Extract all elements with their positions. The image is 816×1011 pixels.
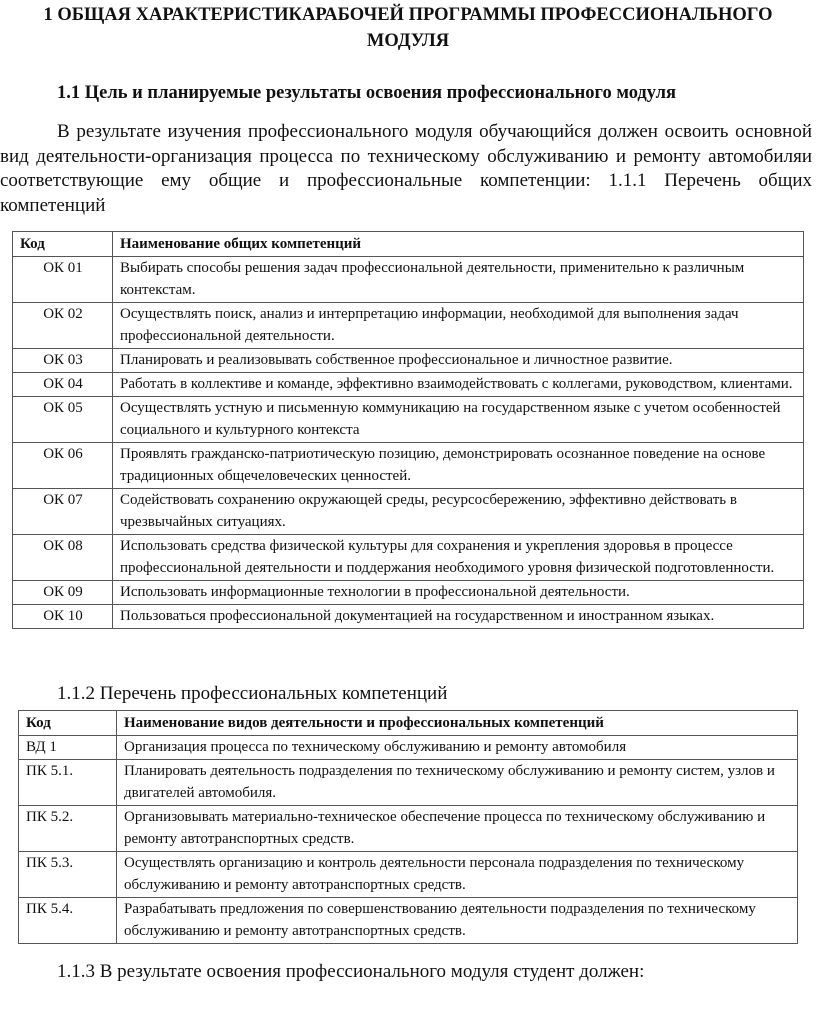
row-code: ОК 02 <box>13 303 113 349</box>
intro-paragraph: В результате изучения профессионального модуля обучающийся должен освоить основной вид деятельности-организация процесса по техническому обслуживанию и ремонту автомобиляи соответствующие ему общие и профессиональные компетенции: 1.1.1 Перечень общих компетенций <box>0 121 812 216</box>
table-row <box>13 605 804 629</box>
row-code: ОК 08 <box>13 535 113 581</box>
row-description: Осуществлять организацию и контроль деятельности персонала подразделения по техническому обслуживанию и ремонту автотранспортных средств. <box>117 852 798 898</box>
header-code: Код <box>19 711 117 736</box>
table-row <box>13 535 804 581</box>
row-code: ПК 5.4. <box>19 898 117 944</box>
row-description: Осуществлять поиск, анализ и интерпретацию информации, необходимой для выполнения задач профессиональной деятельности. <box>113 303 804 349</box>
row-code: ВД 1 <box>19 736 117 760</box>
section-heading-1-1-3: 1.1.3 В результате освоения профессионального модуля студент должен: <box>57 961 645 982</box>
row-description: Пользоваться профессиональной документацией на государственном и иностранном языках. <box>113 605 804 629</box>
row-description: Содействовать сохранению окружающей среды, ресурсосбережению, эффективно действовать в чрезвычайных ситуациях. <box>113 489 804 535</box>
row-code: ПК 5.3. <box>19 852 117 898</box>
section-heading-1-1-2: 1.1.2 Перечень профессиональных компетенций <box>57 683 448 704</box>
row-code: ОК 10 <box>13 605 113 629</box>
table-row <box>19 760 798 806</box>
row-code: ПК 5.2. <box>19 806 117 852</box>
professional-competencies-table <box>18 710 798 944</box>
row-description: Разрабатывать предложения по совершенствованию деятельности подразделения по техническому обслуживанию и ремонту автотранспортных средств. <box>117 898 798 944</box>
header-name: Наименование видов деятельности и профессиональных компетенций <box>117 711 798 736</box>
table-row <box>13 443 804 489</box>
row-code: ОК 09 <box>13 581 113 605</box>
title-line-2: МОДУЛЯ <box>366 31 450 51</box>
general-competencies-table <box>12 231 804 629</box>
table-row <box>13 581 804 605</box>
row-description: Организовывать материально-техническое обеспечение процесса по техническому обслуживанию и ремонту автотранспортных средств. <box>117 806 798 852</box>
table-header-row <box>19 711 798 736</box>
row-code: ОК 03 <box>13 349 113 373</box>
row-code: ПК 5.1. <box>19 760 117 806</box>
row-code: ОК 07 <box>13 489 113 535</box>
row-code: ОК 01 <box>13 257 113 303</box>
row-code: ОК 05 <box>13 397 113 443</box>
document-title <box>0 2 816 54</box>
row-code: ОК 04 <box>13 373 113 397</box>
table-header-row <box>13 232 804 257</box>
table-row <box>19 898 798 944</box>
table-row <box>19 736 798 760</box>
row-description: Планировать и реализовывать собственное профессиональное и личностное развитие. <box>113 349 804 373</box>
title-line-1: 1 ОБЩАЯ ХАРАКТЕРИСТИКАРАБОЧЕЙ ПРОГРАММЫ ПРОФЕССИОНАЛЬНОГО <box>43 5 773 25</box>
row-description: Использовать средства физической культуры для сохранения и укрепления здоровья в процессе профессиональной деятельности и поддержания необходимого уровня физической подготовленности. <box>113 535 804 581</box>
row-description: Выбирать способы решения задач профессиональной деятельности, применительно к различным контекстам. <box>113 257 804 303</box>
table-row <box>19 852 798 898</box>
header-name: Наименование общих компетенций <box>113 232 804 257</box>
table-row <box>19 806 798 852</box>
row-description: Работать в коллективе и команде, эффективно взаимодействовать с коллегами, руководством, клиентами. <box>113 373 804 397</box>
row-description: Планировать деятельность подразделения по техническому обслуживанию и ремонту систем, узлов и двигателей автомобиля. <box>117 760 798 806</box>
table-row <box>13 489 804 535</box>
row-description: Использовать информационные технологии в профессиональной деятельности. <box>113 581 804 605</box>
table-row <box>13 397 804 443</box>
table-row <box>13 349 804 373</box>
section-heading-1-1: 1.1 Цель и планируемые результаты освоения профессионального модуля <box>57 83 676 103</box>
table-row <box>13 373 804 397</box>
table-row <box>13 257 804 303</box>
row-description: Проявлять гражданско-патриотическую позицию, демонстрировать осознанное поведение на основе традиционных общечеловеческих ценностей. <box>113 443 804 489</box>
row-description: Осуществлять устную и письменную коммуникацию на государственном языке с учетом особенностей социального и культурного контекста <box>113 397 804 443</box>
table-row <box>13 303 804 349</box>
header-code: Код <box>13 232 113 257</box>
row-code: ОК 06 <box>13 443 113 489</box>
row-description: Организация процесса по техническому обслуживанию и ремонту автомобиля <box>117 736 798 760</box>
